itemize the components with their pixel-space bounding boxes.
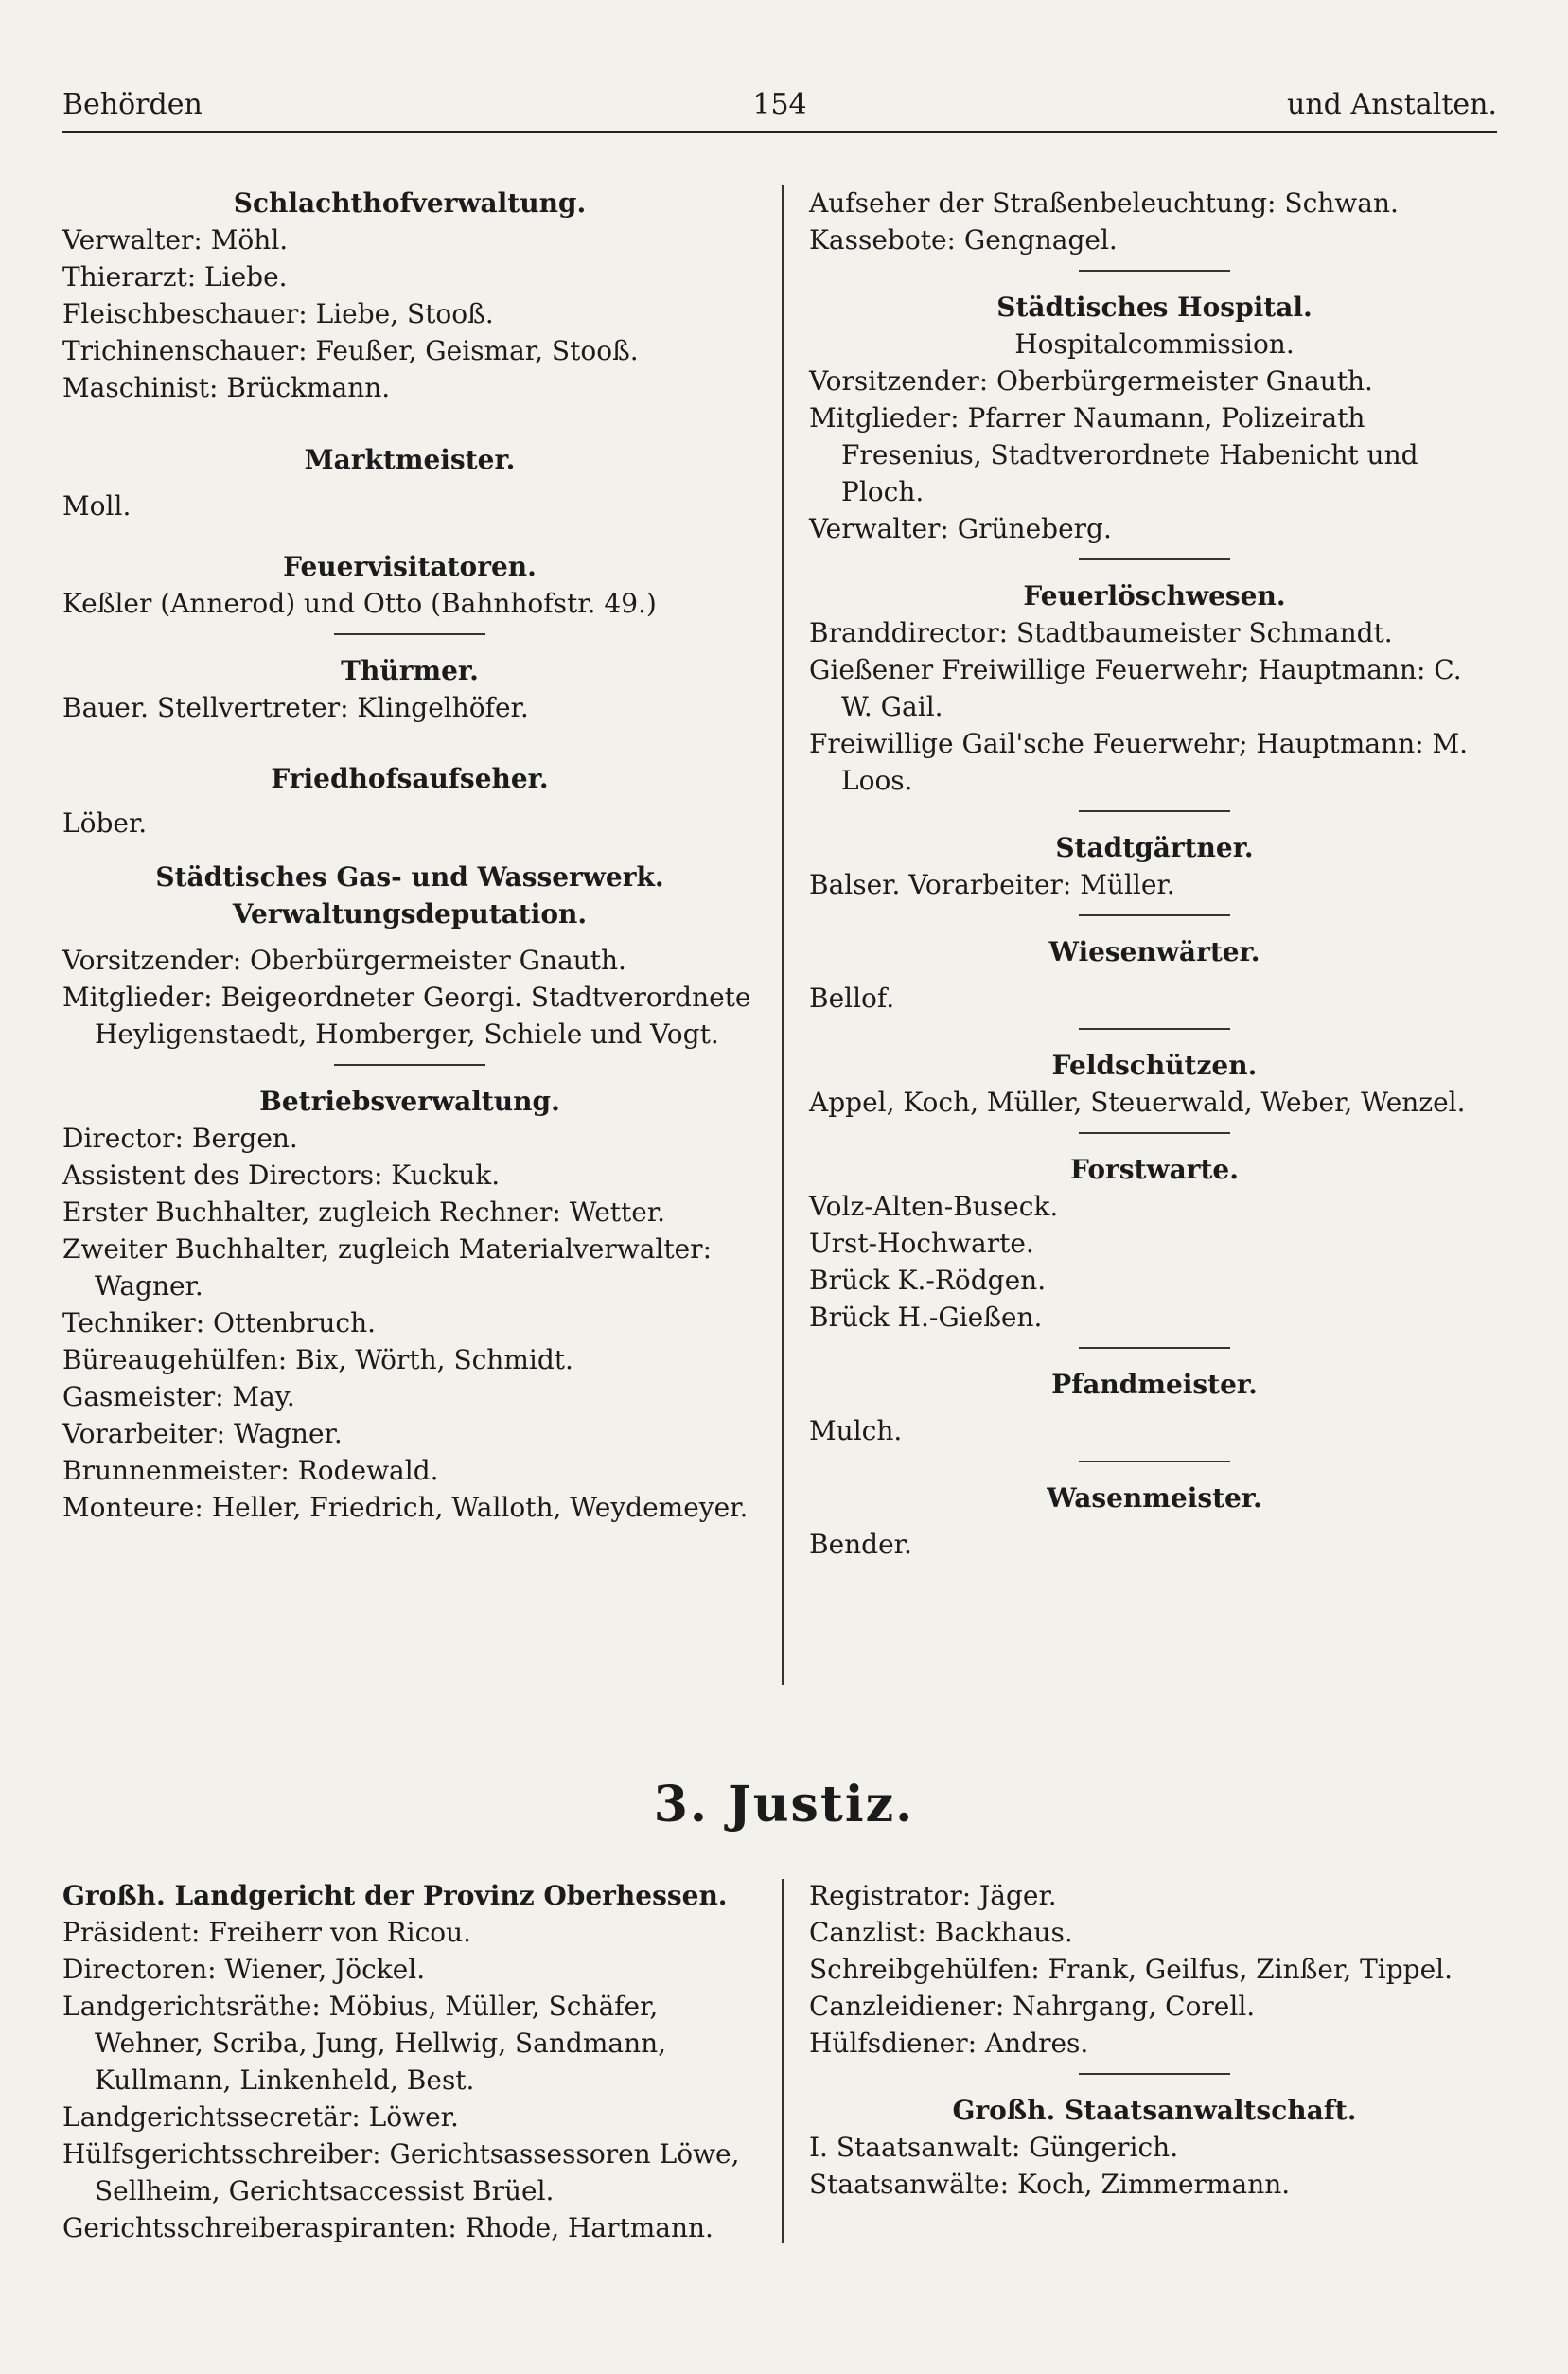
entry-line: Bauer. Stellvertreter: Klingelhöfer. (62, 692, 529, 723)
header-left: Behörden (62, 88, 203, 121)
entry-line: I. Staatsanwalt: Güngerich. (809, 2132, 1179, 2163)
section-heading: Betriebsverwaltung. (259, 1086, 560, 1117)
section-heading: Schlachthofverwaltung. (233, 187, 587, 219)
section-heading: Marktmeister. (304, 444, 516, 475)
divider (1079, 914, 1230, 916)
entry-line: Vorarbeiter: Wagner. (62, 1418, 343, 1449)
entry-line: Brück K.-Rödgen. (809, 1265, 1047, 1296)
entry-line: Fleischbeschauer: Liebe, Stooß. (62, 298, 494, 329)
section-heading: Großh. Staatsanwaltschaft. (952, 2095, 1357, 2126)
left-column-upper (62, 185, 757, 1526)
entry-line: Verwalter: Grüneberg. (809, 513, 1112, 544)
divider (1079, 1028, 1230, 1030)
entry-line: Appel, Koch, Müller, Steuerwald, Weber, Wenzel. (809, 1087, 1466, 1118)
entry-line: Erster Buchhalter, zugleich Rechner: Wetter. (62, 1196, 666, 1228)
sub-heading: Hospitalcommission. (1014, 328, 1295, 360)
entry-line: Canzleidiener: Nahrgang, Corell. (809, 1991, 1256, 2022)
entry-line: Volz-Alten-Buseck. (809, 1191, 1059, 1222)
right-column-upper (809, 185, 1500, 1563)
divider (1079, 810, 1230, 812)
entry-line: Kassebote: Gengnagel. (809, 224, 1118, 256)
entry-line: Registrator: Jäger. (809, 1880, 1057, 1911)
entry-line: Landgerichtsräthe: Möbius, Müller, Schäfer, Wehner, Scriba, Jung, Hellwig, Sandmann, Kullmann, Linkenheld, Best. (62, 1991, 667, 2096)
divider (1079, 1461, 1230, 1462)
section-heading: Feldschützen. (1051, 1050, 1258, 1081)
entry-line: Director: Bergen. (62, 1123, 298, 1154)
entry-line: Vorsitzender: Oberbürgermeister Gnauth. (62, 945, 626, 976)
entry-line: Assistent des Directors: Kuckuk. (62, 1160, 501, 1191)
section-heading: Großh. Landgericht der Provinz Oberhessen. (62, 1880, 728, 1911)
entry-line: Löber. (62, 807, 148, 839)
entry-line: Keßler (Annerod) und Otto (Bahnhofstr. 49.) (62, 588, 657, 619)
entry-line: Trichinenschauer: Feußer, Geismar, Stooß. (62, 335, 639, 366)
entry-line: Büreaugehülfen: Bix, Wörth, Schmidt. (62, 1344, 573, 1375)
entry-line: Canzlist: Backhaus. (809, 1917, 1073, 1948)
section-title: 3. Justiz. (653, 1776, 915, 1834)
entry-line: Bender. (809, 1529, 912, 1560)
entry-line: Thierarzt: Liebe. (62, 261, 288, 292)
entry-line: Staatsanwälte: Koch, Zimmermann. (809, 2169, 1291, 2200)
entry-line: Techniker: Ottenbruch. (62, 1307, 377, 1338)
section-heading: Forstwarte. (1070, 1154, 1239, 1185)
entry-line: Schreibgehülfen: Frank, Geilfus, Zinßer, Tippel. (809, 1954, 1453, 1985)
entry-line: Hülfsdiener: Andres. (809, 2028, 1089, 2059)
entry-line: Monteure: Heller, Friedrich, Walloth, Weydemeyer. (62, 1492, 749, 1523)
left-column-lower (62, 1877, 757, 2246)
section-heading: Feuerlöschwesen. (1023, 580, 1286, 611)
entry-line: Brück H.-Gießen. (809, 1302, 1043, 1333)
entry-line: Hülfsgerichtsschreiber: Gerichtsassessoren Löwe, Sellheim, Gerichtsaccessist Brüel. (62, 2138, 740, 2206)
entry-line: Mitglieder: Beigeordneter Georgi. Stadtverordnete Heyligenstaedt, Homberger, Schiele und Vogt. (62, 982, 751, 1050)
section-heading: Feuervisitatoren. (283, 551, 537, 582)
section-heading: Städtisches Hospital. (996, 292, 1313, 323)
entry-line: Urst-Hochwarte. (809, 1228, 1034, 1259)
entry-line: Mitglieder: Pfarrer Naumann, Polizeirath Fresenius, Stadtverordnete Habenicht und Ploch. (809, 402, 1418, 507)
page-number: 154 (752, 88, 807, 121)
entry-line: Präsident: Freiherr von Ricou. (62, 1917, 472, 1948)
divider (1079, 270, 1230, 272)
section-heading: Wiesenwärter. (1048, 936, 1260, 967)
entry-line: Gerichtsschreiberaspiranten: Rhode, Hartmann. (62, 2212, 714, 2243)
entry-line: Moll. (62, 490, 132, 522)
section-heading: Wasenmeister. (1047, 1482, 1262, 1514)
divider (1079, 1132, 1230, 1134)
divider (1079, 1347, 1230, 1349)
column-divider-lower (782, 1879, 784, 2243)
entry-line: Zweiter Buchhalter, zugleich Materialverwalter: Wagner. (62, 1233, 712, 1302)
header-right: und Anstalten. (1287, 88, 1497, 121)
right-column-lower (809, 1877, 1500, 2203)
entry-line: Maschinist: Brückmann. (62, 372, 391, 403)
entry-line: Vorsitzender: Oberbürgermeister Gnauth. (809, 365, 1373, 397)
divider (1079, 2073, 1230, 2075)
entry-line: Directoren: Wiener, Jöckel. (62, 1954, 426, 1985)
column-divider (782, 185, 784, 1685)
section-heading: Stadtgärtner. (1055, 832, 1254, 863)
section-heading: Pfandmeister. (1051, 1369, 1258, 1400)
divider (334, 1064, 485, 1066)
divider (334, 633, 485, 635)
entry-line: Balser. Vorarbeiter: Müller. (809, 869, 1175, 900)
entry-line: Freiwillige Gail'sche Feuerwehr; Hauptmann: M. Loos. (809, 728, 1469, 796)
page-header (62, 78, 1497, 133)
sub-heading: Verwaltungsdeputation. (232, 898, 588, 930)
entry-line: Gießener Freiwillige Feuerwehr; Hauptmann: C. W. Gail. (809, 654, 1462, 722)
entry-line: Aufseher der Straßenbeleuchtung: Schwan. (809, 187, 1399, 219)
entry-line: Branddirector: Stadtbaumeister Schmandt. (809, 617, 1393, 648)
section-heading: Friedhofsaufseher. (271, 763, 549, 794)
section-heading: Thürmer. (341, 655, 479, 686)
section-heading: Städtisches Gas- und Wasserwerk. (155, 861, 664, 893)
entry-line: Verwalter: Möhl. (62, 224, 289, 256)
entry-line: Landgerichtssecretär: Löwer. (62, 2101, 459, 2133)
entry-line: Bellof. (809, 983, 895, 1014)
entry-line: Brunnenmeister: Rodewald. (62, 1455, 439, 1486)
entry-line: Mulch. (809, 1415, 903, 1446)
entry-line: Gasmeister: May. (62, 1381, 295, 1412)
divider (1079, 558, 1230, 560)
